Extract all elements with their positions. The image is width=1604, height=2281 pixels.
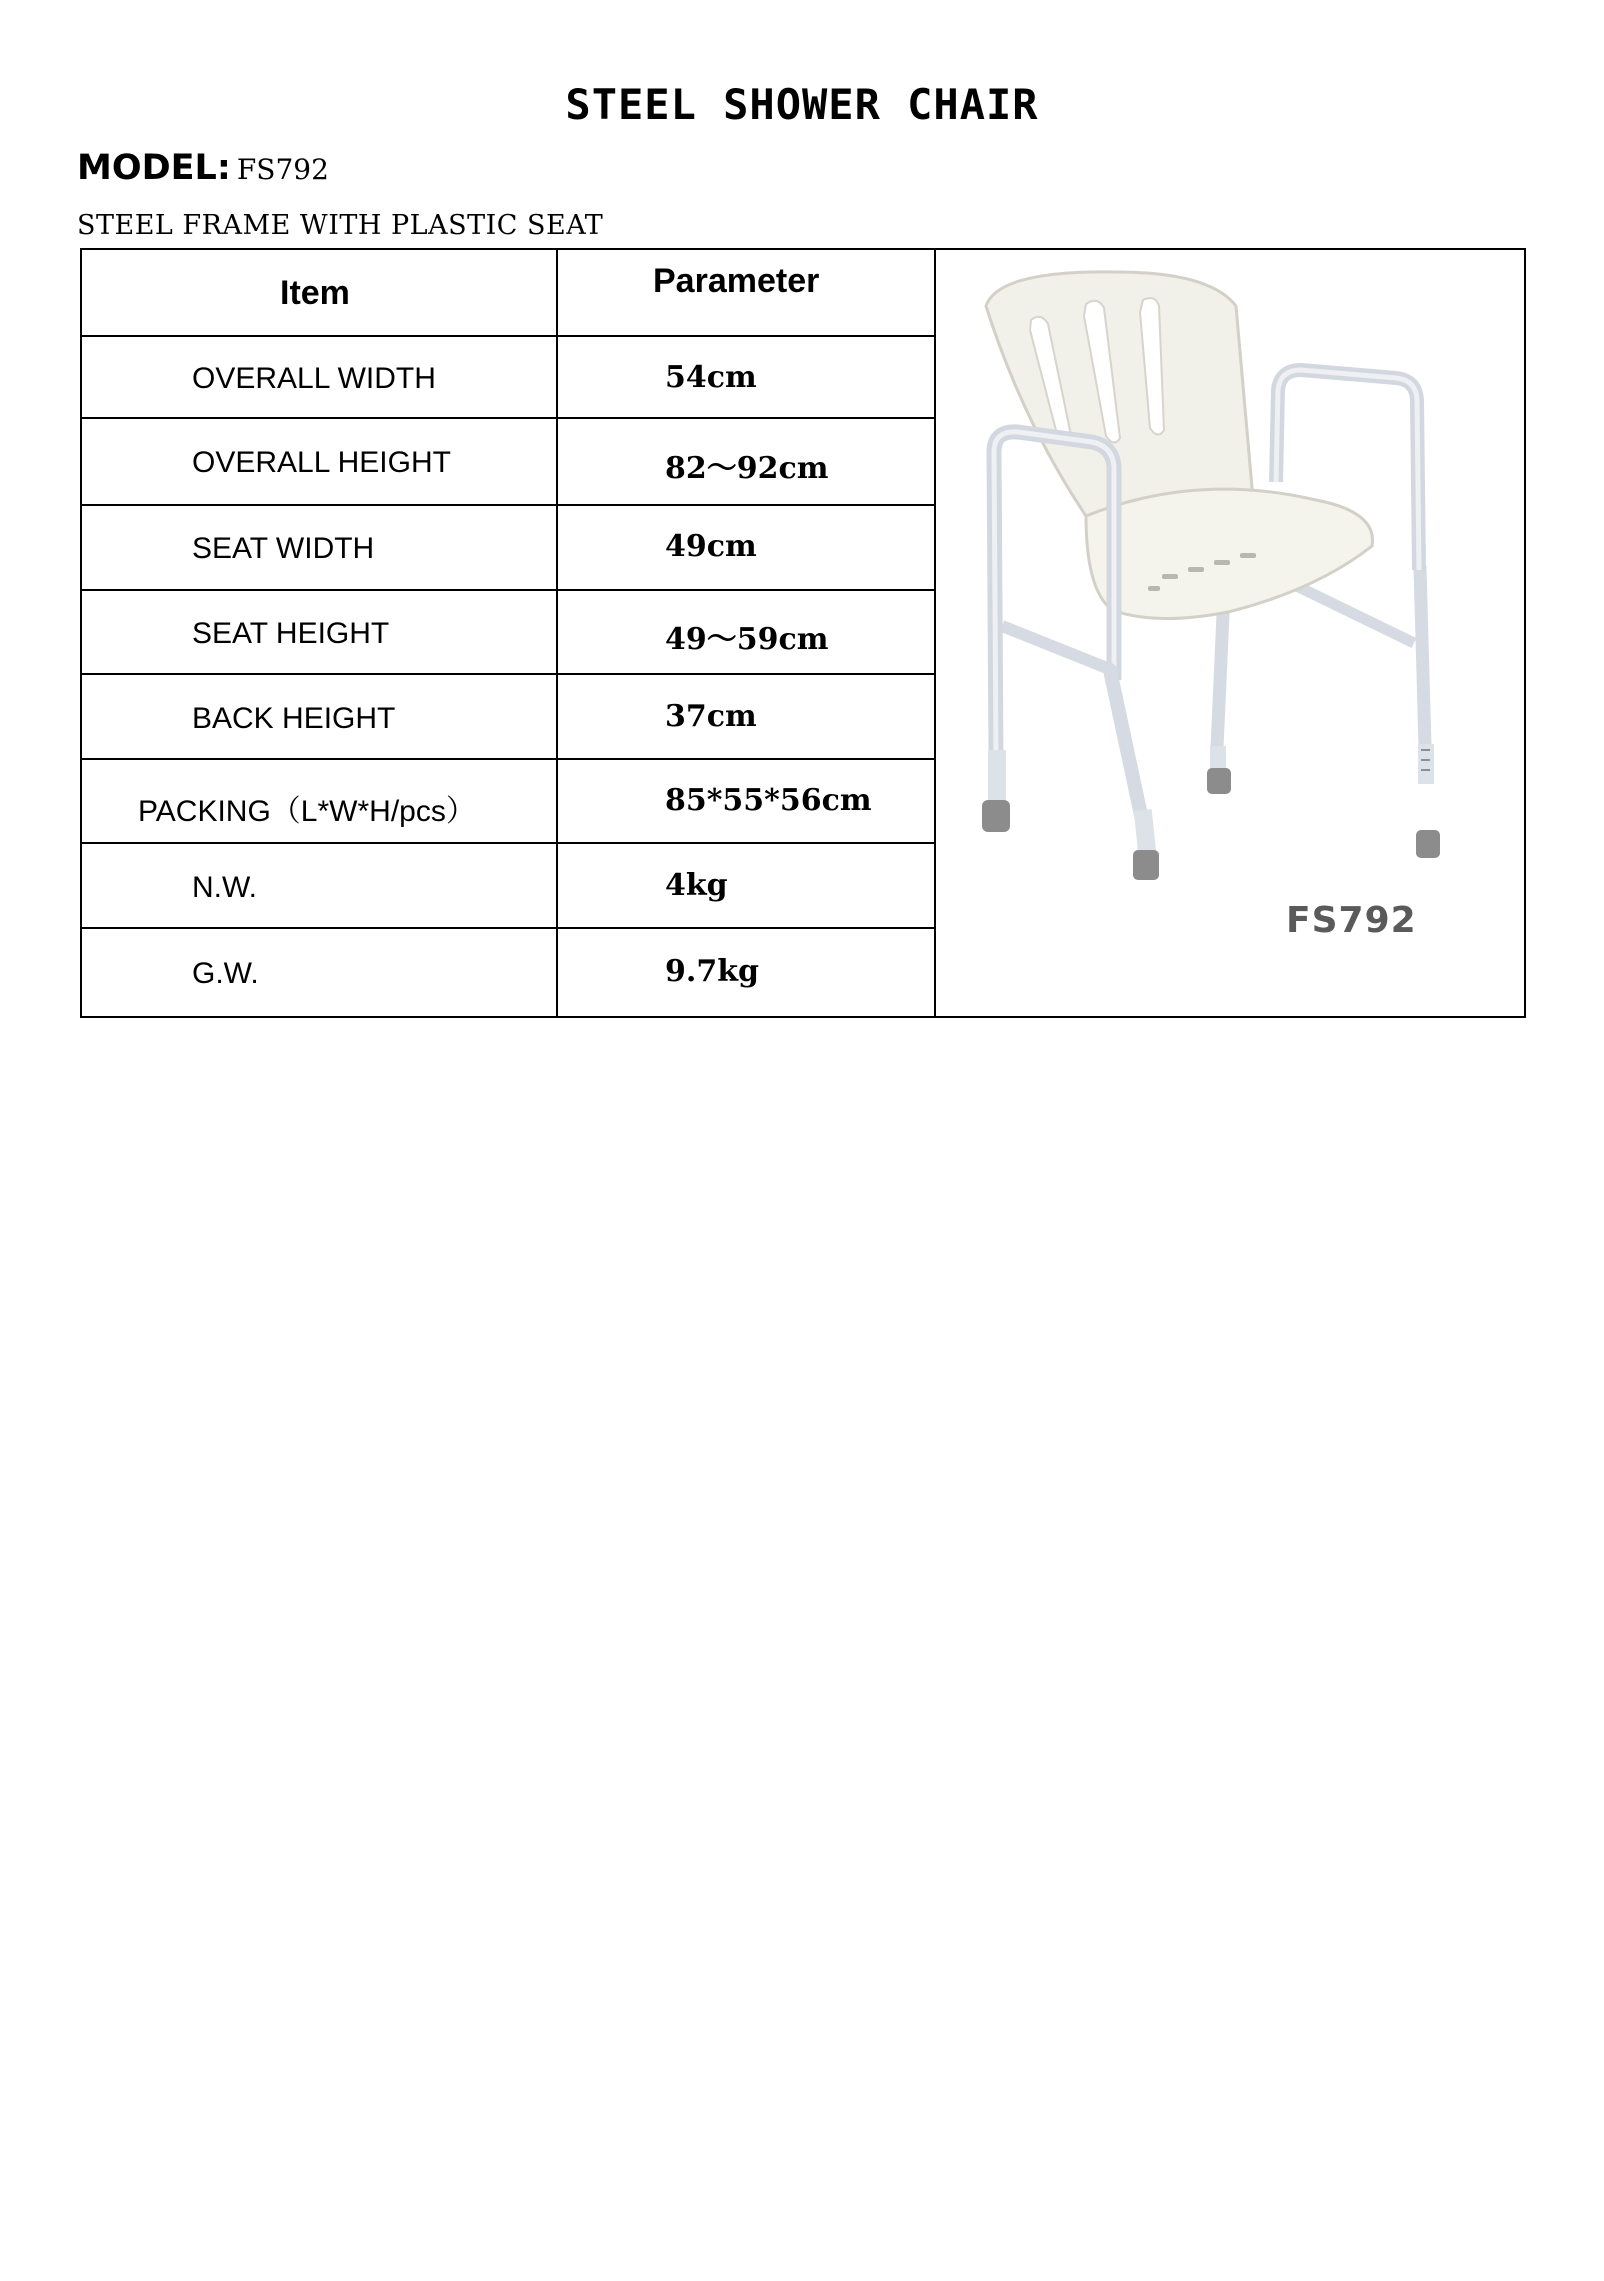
row-parameter: 49～59cm — [665, 622, 829, 657]
row-item: G.W. — [192, 957, 259, 990]
row-parameter: 85*55*56cm — [665, 783, 872, 818]
row-divider — [82, 589, 936, 591]
row-parameter: 4kg — [665, 868, 728, 903]
row-parameter: 37cm — [665, 699, 757, 734]
row-divider — [82, 335, 936, 337]
row-divider — [82, 758, 936, 760]
row-item: OVERALL HEIGHT — [192, 446, 451, 479]
row-item: BACK HEIGHT — [192, 702, 396, 735]
row-item: SEAT WIDTH — [192, 532, 375, 565]
header-item: Item — [280, 274, 350, 312]
row-item: SEAT HEIGHT — [192, 617, 390, 650]
row-divider — [82, 842, 936, 844]
header-parameter: Parameter — [653, 262, 820, 300]
row-item: PACKING（L*W*H/pcs） — [138, 795, 476, 828]
model-value: FS792 — [236, 153, 329, 186]
row-divider — [82, 673, 936, 675]
row-parameter: 82～92cm — [665, 451, 829, 486]
row-parameter: 49cm — [665, 529, 757, 564]
model-line — [77, 148, 329, 188]
row-divider — [82, 417, 936, 419]
row-item: N.W. — [192, 871, 257, 904]
row-parameter: 9.7kg — [665, 954, 759, 989]
row-divider — [82, 504, 936, 506]
row-item: OVERALL WIDTH — [192, 362, 436, 395]
row-parameter: 54cm — [665, 360, 757, 395]
column-divider — [556, 250, 558, 1016]
row-divider — [82, 927, 936, 929]
image-model-caption: FS792 — [1286, 900, 1417, 941]
model-label: MODEL: — [77, 148, 231, 188]
page-title: STEEL SHOWER CHAIR — [565, 80, 1039, 129]
product-description: STEEL FRAME WITH PLASTIC SEAT — [77, 210, 604, 241]
spec-table — [80, 248, 1526, 1018]
shower-chair-image — [936, 250, 1526, 1016]
